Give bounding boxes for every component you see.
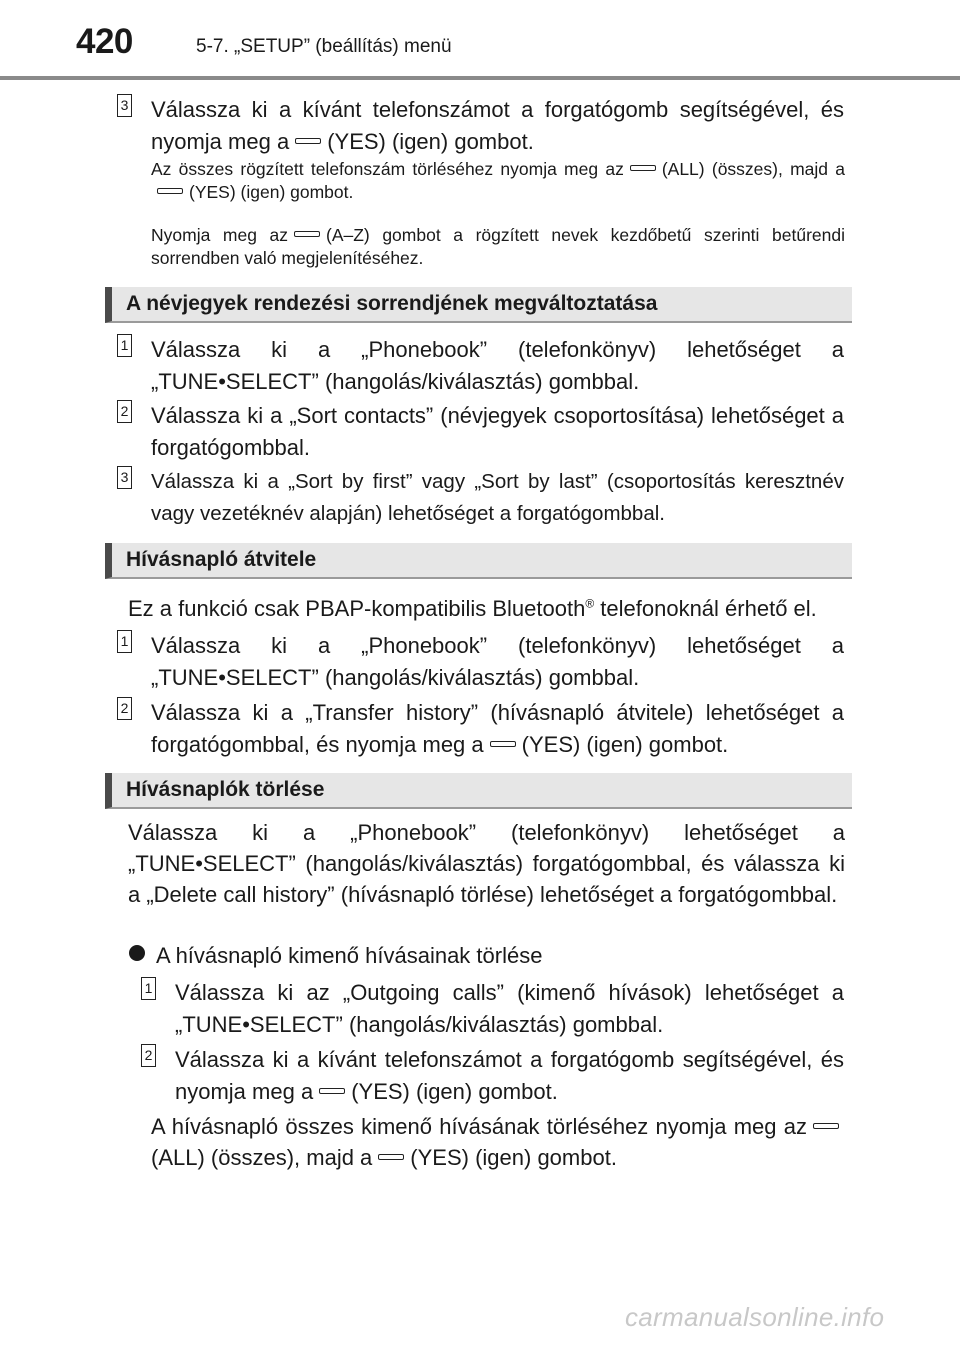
button-icon	[378, 1154, 404, 1160]
step-1	[112, 334, 960, 398]
step-2	[112, 400, 960, 464]
step-number-badge: 2	[117, 400, 132, 423]
note-text-b: (A–Z) gombot a rögzített nevek kezdőbetű szerinti betűrendi sorrendben való megjelenítéséhez.	[151, 225, 845, 268]
section-intro: Válassza ki a „Phonebook” (telefonkönyv) lehetőséget a „TUNE•SELECT” (hangolás/kiválasztás) forgatógombbal, és válassza ki a „Delete call history” (hívásnapló törlése) lehetőséget a forgatógombbal.	[128, 820, 845, 907]
step-text	[175, 1044, 844, 1108]
step-text-a: Válassza ki a kívánt telefonszámot a forgatógomb segítségével, és nyomja meg a	[151, 97, 844, 154]
step-number-badge: 2	[117, 697, 132, 720]
step-text: Válassza ki a „Phonebook” (telefonkönyv) lehetőséget a „TUNE•SELECT” (hangolás/kiválasztás) gombbal.	[151, 337, 844, 394]
section-heading	[105, 543, 852, 579]
bullet-text: A hívásnapló kimenő hívásainak törlése	[156, 943, 543, 968]
button-icon	[295, 138, 321, 144]
step-text: Válassza ki az „Outgoing calls” (kimenő hívások) lehetőséget a „TUNE•SELECT” (hangolás/kiválasztás) gombbal.	[175, 980, 844, 1037]
step-3-top	[112, 94, 960, 158]
section-intro	[128, 593, 858, 624]
step-1	[112, 630, 960, 694]
step-number-badge: 3	[117, 94, 132, 117]
step-text-a: Válassza ki a „Transfer history” (hívásnapló átvitele) lehetőséget a forgatógombbal, és nyomja meg a	[151, 700, 844, 757]
step-text-b: (YES) (igen) gombot.	[521, 732, 729, 757]
bullet-icon	[128, 944, 148, 964]
step-number-badge: 1	[117, 630, 132, 653]
step-1	[136, 977, 960, 1041]
step-text-b: (YES) (igen) gombot.	[351, 1079, 558, 1104]
note-text-a: Az összes rögzített telefonszám törléséhez nyomja meg az	[151, 159, 624, 179]
heading-text: Hívásnaplók törlése	[126, 778, 325, 801]
button-icon	[319, 1088, 345, 1094]
button-icon	[813, 1123, 839, 1129]
step-text: Válassza ki a „Sort by first” vagy „Sort by last” (csoportosítás keresztnév vagy vezetéknév alapján) lehetőséget a forgatógombbal.	[151, 470, 844, 525]
heading-text: A névjegyek rendezési sorrendjének megváltoztatása	[126, 292, 658, 315]
step-text-a: Válassza ki a kívánt telefonszámot a forgatógomb segítségével, és nyomja meg a	[175, 1047, 844, 1104]
note-text-c: (YES) (igen) gombot.	[189, 182, 354, 202]
header-divider	[0, 76, 960, 80]
step-text: Válassza ki a „Sort contacts” (névjegyek csoportosítása) lehetőséget a forgatógombbal.	[151, 403, 844, 460]
heading-text: Hívásnapló átvitele	[126, 548, 317, 571]
note-text-a: A hívásnapló összes kimenő hívásának törléséhez nyomja meg az	[151, 1114, 807, 1139]
step-number-badge: 1	[117, 334, 132, 357]
note-text-c: (YES) (igen) gombot.	[410, 1145, 617, 1170]
footer-watermark: carmanualsonline.info	[625, 1302, 885, 1332]
section-heading	[105, 287, 852, 323]
step-text	[151, 697, 844, 761]
step-text	[151, 94, 844, 158]
step-2	[112, 697, 960, 761]
step-number-badge: 2	[141, 1044, 156, 1067]
step-2	[136, 1044, 960, 1108]
button-icon	[630, 165, 656, 171]
step-number-badge: 1	[141, 977, 156, 1000]
button-icon	[490, 741, 516, 747]
note-text-b: (ALL) (összes), majd a	[661, 159, 845, 179]
note-text-a: Nyomja meg az	[151, 225, 288, 245]
step-3	[112, 466, 960, 530]
button-icon	[294, 231, 320, 237]
section-title: 5-7. „SETUP” (beállítás) menü	[196, 36, 452, 57]
step-number-badge: 3	[117, 466, 132, 489]
intro-text-b: telefonoknál érhető el.	[594, 596, 817, 621]
step-text-b: (YES) (igen) gombot.	[327, 129, 534, 154]
section-heading	[105, 773, 852, 809]
page-number: 420	[76, 22, 133, 61]
note-sort-az	[151, 224, 845, 270]
note-delete-all	[151, 158, 845, 204]
button-icon	[157, 188, 183, 194]
note-text-b: (ALL) (összes), majd a	[151, 1145, 373, 1170]
step-text: Válassza ki a „Phonebook” (telefonkönyv) lehetőséget a „TUNE•SELECT” (hangolás/kiválasztás) gombbal.	[151, 633, 844, 690]
intro-text-a: Ez a funkció csak PBAP-kompatibilis Bluetooth	[128, 596, 586, 621]
registered-mark: ®	[585, 596, 595, 611]
note-delete-all-outgoing	[151, 1111, 845, 1173]
